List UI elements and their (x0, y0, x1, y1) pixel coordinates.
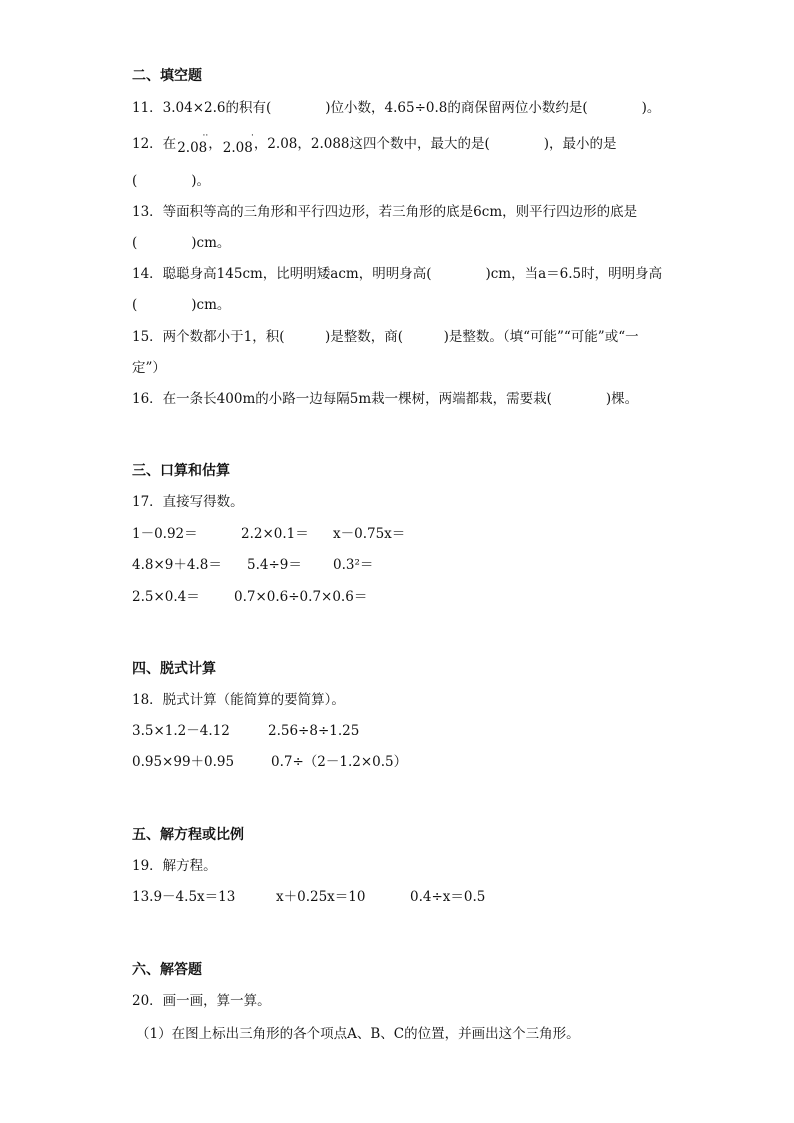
section-title-equations: 五、解方程或比例 (132, 827, 244, 843)
question-12-line2: ( )。 (132, 173, 211, 189)
equation-item: 13.9－4.5x＝13 (132, 889, 236, 905)
mental-math-item: 4.8×9＋4.8＝ (132, 557, 222, 573)
step-calc-item: 0.7÷（2－1.2×0.5） (271, 754, 408, 770)
question-15-line1: 15．两个数都小于1，积( )是整数，商( )是整数。（填“可能”“可能”或“一 (132, 329, 639, 345)
equation-item: 0.4÷x＝0.5 (410, 889, 486, 905)
repeating-decimal-2 (222, 131, 254, 157)
step-calc-item: 2.56÷8÷1.25 (268, 723, 360, 739)
mental-math-item: 0.3²＝ (333, 557, 374, 573)
equation-item: x＋0.25x＝10 (276, 889, 366, 905)
mental-math-item: 2.5×0.4＝ (132, 589, 200, 605)
repeating-dots-2: · (250, 131, 254, 141)
section-title-fill-blank: 二、填空题 (132, 68, 202, 84)
question-16: 16．在一条长400m的小路一边每隔5m栽一棵树，两端都栽，需要栽( )棵。 (132, 391, 639, 407)
question-12: 12．在 ·· 2.08， · 2.08，2.08，2.088这四个数中，最大的是( )，最小的是 (132, 131, 617, 156)
step-calc-item: 3.5×1.2－4.12 (132, 723, 230, 739)
question-18: 18．脱式计算（能简算的要简算）。 (132, 692, 345, 708)
repeating-dots-1: ·· (202, 131, 209, 141)
mental-math-item: 1－0.92＝ (132, 526, 198, 542)
repeating-decimal-1 (176, 131, 209, 157)
question-12-suffix: ，2.08，2.088这四个数中，最大的是( )，最小的是 (253, 136, 617, 152)
question-12-prefix: 12．在 (132, 136, 177, 152)
question-11: 11．3.04×2.6的积有( )位小数，4.65÷0.8的商保留两位小数约是( )。 (132, 100, 661, 116)
mental-math-item: 0.7×0.6÷0.7×0.6＝ (234, 589, 368, 605)
question-14-line2: ( )cm。 (132, 297, 231, 313)
question-17: 17．直接写得数。 (132, 494, 244, 510)
section-title-step-calc: 四、脱式计算 (132, 661, 216, 677)
question-13-line1: 13．等面积等高的三角形和平行四边形，若三角形的底是6cm，则平行四边形的底是 (132, 204, 638, 220)
repeating-decimal-1-value: 2.08 (177, 140, 208, 156)
mental-math-item: 5.4÷9＝ (247, 557, 302, 573)
question-14-line1: 14．聪聪身高145cm，比明明矮acm，明明身高( )cm，当a＝6.5时，明明身高 (132, 266, 663, 282)
question-19: 19．解方程。 (132, 858, 217, 874)
section-title-mental-math: 三、口算和估算 (132, 463, 230, 479)
section-title-solve: 六、解答题 (132, 962, 202, 978)
question-20: 20．画一画，算一算。 (132, 993, 271, 1009)
repeating-decimal-2-value: 2.08 (222, 140, 253, 156)
question-13-line2: ( )cm。 (132, 235, 231, 251)
question-20-part-1: （1）在图上标出三角形的各个项点A、B、C的位置，并画出这个三角形。 (136, 1026, 580, 1042)
step-calc-item: 0.95×99＋0.95 (132, 754, 235, 770)
mental-math-item: x－0.75x＝ (333, 526, 406, 542)
mental-math-item: 2.2×0.1＝ (241, 526, 309, 542)
question-15-line2: 定”） (132, 360, 166, 376)
